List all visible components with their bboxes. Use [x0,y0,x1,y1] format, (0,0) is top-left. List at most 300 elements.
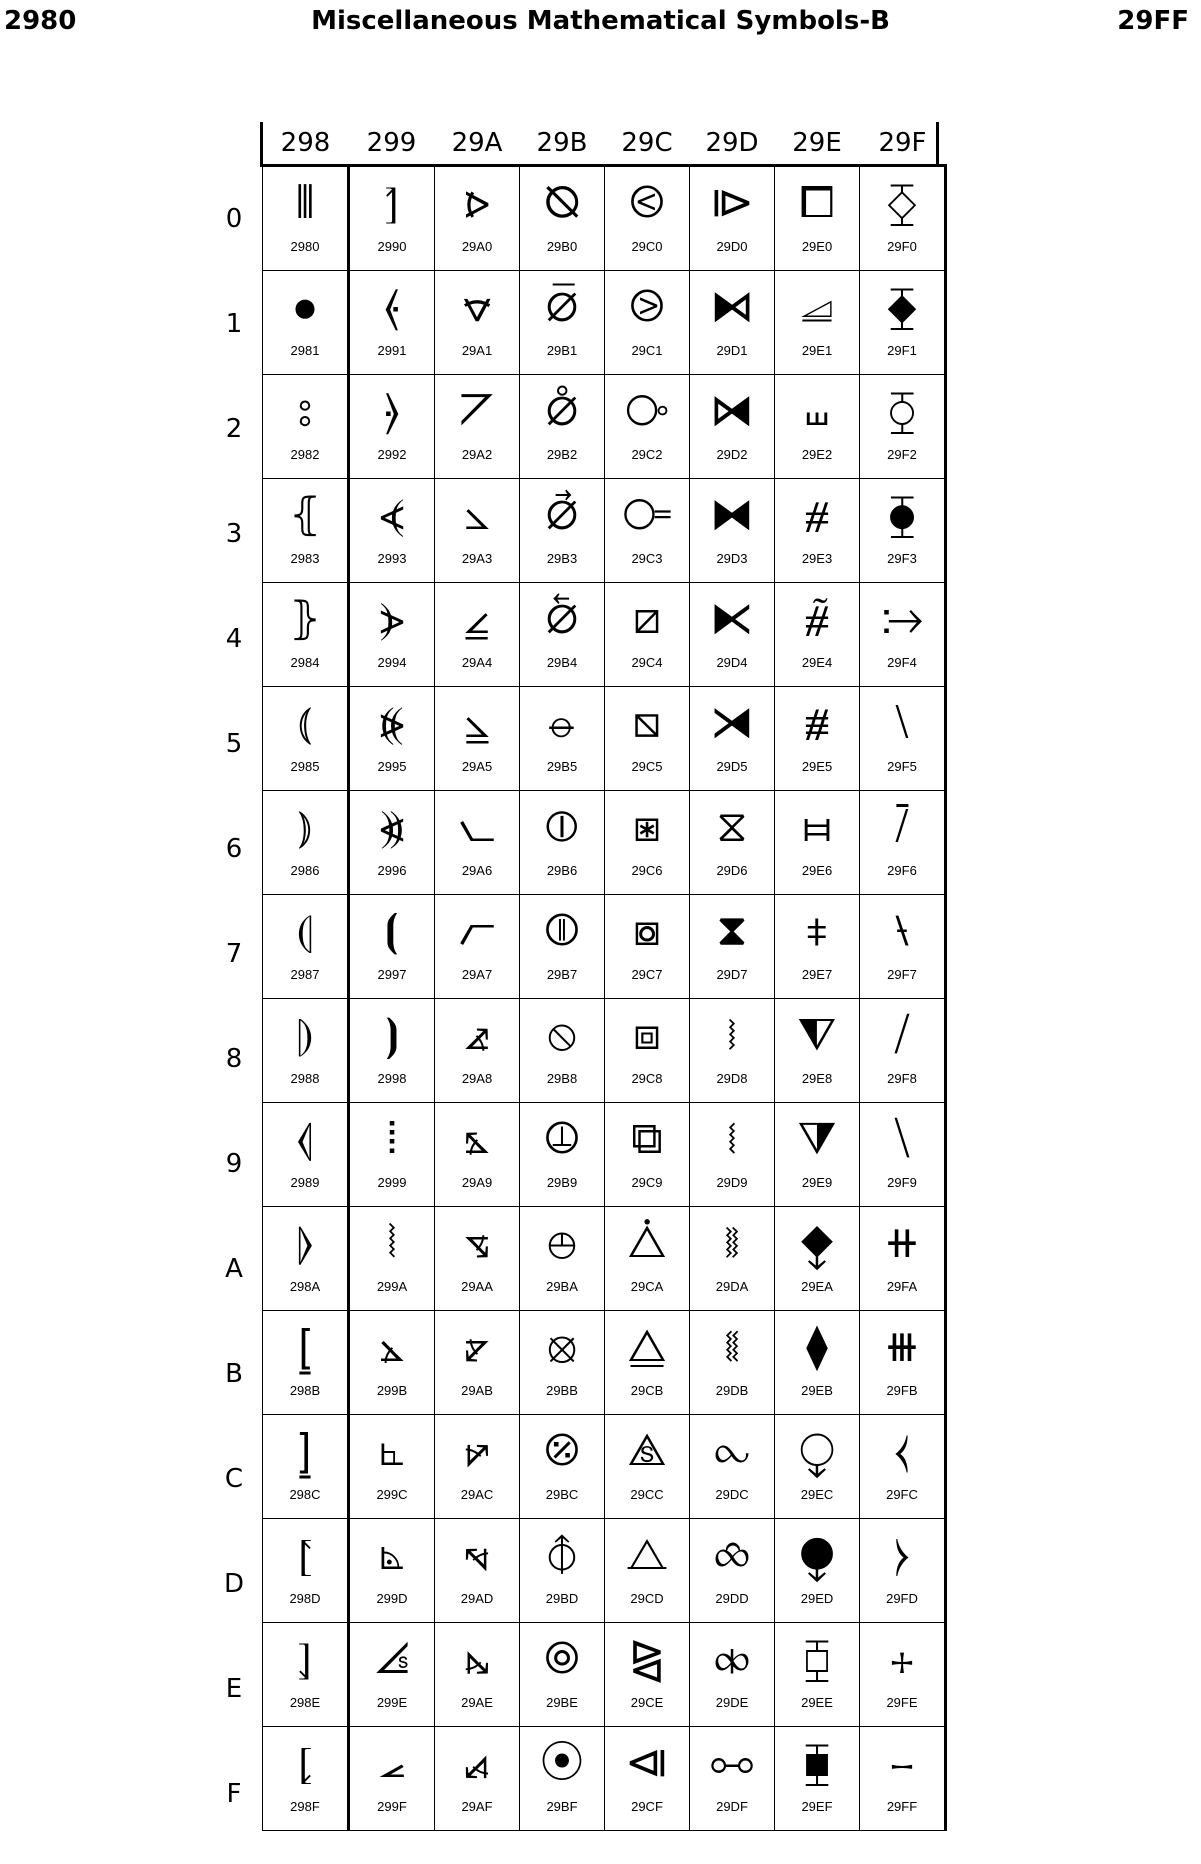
codepoint-label: 29F9 [887,1175,917,1190]
glyph-symbol: ⦬ [464,1425,490,1476]
codepoint-label: 29DC [715,1487,749,1502]
codepoint-label: 29CC [630,1487,664,1502]
glyph-symbol: ⧖ [716,801,748,852]
table-row [263,1103,946,1207]
glyph-symbol: ⦼ [544,1425,580,1476]
glyph-cell [349,479,435,583]
glyph-cell [520,1519,605,1623]
codepoint-label: 299C [376,1487,408,1502]
glyph-cell [349,1519,435,1623]
codepoint-label: 2997 [377,967,407,982]
codepoint-label: 29B8 [546,1071,578,1086]
table-row [263,1415,946,1519]
codepoint-label: 29AA [461,1279,493,1294]
row-header: E [225,1674,243,1704]
glyph-symbol: ⦞ [375,1633,409,1684]
glyph-cell [860,999,946,1103]
codepoint-label: 29D8 [716,1071,748,1086]
codepoint-label: 298F [290,1799,320,1814]
codepoint-label: 29DD [715,1591,749,1606]
table-row [263,999,946,1103]
glyph-symbol: ⧋ [627,1321,667,1372]
codepoint-label: 2994 [377,655,407,670]
glyph-symbol: ⦩ [464,1113,490,1164]
glyph-symbol: ⦯ [464,1737,490,1788]
row-header: 2 [225,414,243,444]
glyph-symbol: ⦑ [384,281,400,332]
glyph-symbol: ⦨ [464,1009,490,1060]
glyph-symbol: ⦳ [546,489,578,540]
glyph-symbol: ⧥ [804,697,830,748]
glyph-cell [263,687,349,791]
glyph-cell [435,687,520,791]
codepoint-label: 29D2 [716,447,748,462]
codepoint-label: 29A2 [461,447,493,462]
glyph-cell [605,1311,690,1415]
glyph-cell [690,1311,775,1415]
codepoint-label: 299D [376,1591,408,1606]
glyph-cell [263,791,349,895]
glyph-symbol: ⧰ [886,177,918,228]
glyph-symbol: ⧤ [804,593,830,644]
glyph-cell [605,1519,690,1623]
glyph-symbol: ⦁ [294,281,316,332]
row-header: A [225,1254,243,1284]
glyph-cell [690,166,775,271]
glyph-cell [263,271,349,375]
glyph-cell [435,895,520,999]
codepoint-label: 2999 [377,1175,407,1190]
row-header: D [223,1569,245,1599]
codepoint-label: 29F1 [887,343,917,358]
codepoint-label: 29C4 [631,655,663,670]
glyph-cell [775,1623,860,1727]
glyph-cell [349,1415,435,1519]
glyph-symbol: ⦷ [544,905,580,956]
glyph-cell [690,1623,775,1727]
glyph-cell [690,791,775,895]
glyph-symbol: ⧔ [710,593,754,644]
glyph-symbol: ⦍ [297,1529,313,1580]
glyph-symbol: ⦫ [464,1321,490,1372]
glyph-cell [690,1519,775,1623]
codepoint-label: 29E9 [801,1175,833,1190]
codepoint-label: 29FC [886,1487,918,1502]
glyph-cell [435,791,520,895]
glyph-cell [263,583,349,687]
glyph-symbol: ⧘ [727,1009,737,1060]
row-header: C [224,1464,244,1494]
glyph-cell [690,999,775,1103]
codepoint-label: 29B3 [546,551,578,566]
glyph-cell [775,791,860,895]
glyph-cell [860,1311,946,1415]
glyph-cell [349,375,435,479]
glyph-cell [860,1207,946,1311]
glyph-symbol: ⦴ [546,593,578,644]
codepoint-label: 29BC [545,1487,579,1502]
glyph-symbol: ⦣ [464,489,490,540]
glyph-symbol: ⦙ [387,1113,397,1164]
codepoint-label: 29F3 [887,551,917,566]
glyph-cell [520,1103,605,1207]
table-row [263,791,946,895]
codepoint-label: 29AF [461,1799,493,1814]
codepoint-label: 29E7 [801,967,833,982]
codepoint-label: 2993 [377,551,407,566]
table-row [263,583,946,687]
codepoint-label: 29FA [886,1279,918,1294]
glyph-cell [690,1103,775,1207]
glyph-symbol: ⧳ [888,489,916,540]
glyph-symbol: ⧶ [894,801,910,852]
glyph-symbol: ⧩ [797,1113,837,1164]
codepoint-label: 29E6 [801,863,833,878]
codepoint-label: 29B4 [546,655,578,670]
glyph-symbol: ⦂ [298,385,312,436]
glyph-symbol: ⧫ [806,1321,828,1372]
codepoint-label: 299A [376,1279,408,1294]
glyph-symbol: ⧧ [805,905,829,956]
glyph-cell [520,166,605,271]
glyph-symbol: ⦝ [379,1529,405,1580]
glyph-cell [263,999,349,1103]
glyph-symbol: ⧝ [714,1529,750,1580]
codepoint-label: 2981 [290,343,320,358]
glyph-cell [775,1519,860,1623]
glyph-symbol: ⦟ [378,1737,406,1788]
codepoint-label: 29E1 [801,343,833,358]
glyph-symbol: ⦲ [546,385,578,436]
glyph-cell [435,1207,520,1311]
codepoint-label: 29FD [886,1591,918,1606]
glyph-symbol: ⧑ [710,281,754,332]
codepoint-label: 29BF [546,1799,578,1814]
glyph-cell [520,479,605,583]
glyph-cell [435,999,520,1103]
codepoint-label: 29C3 [631,551,663,566]
glyph-cell [435,1519,520,1623]
table-row [263,375,946,479]
page-range-start: 2980 [4,6,77,36]
codepoint-label: 29F6 [887,863,917,878]
glyph-symbol: ⧽ [894,1529,910,1580]
glyph-cell [435,1311,520,1415]
glyph-symbol: ⧿ [891,1737,913,1788]
glyph-symbol: ⦃ [288,489,322,540]
codepoint-label: 29A6 [461,863,493,878]
glyph-cell [690,687,775,791]
table-row [263,895,946,999]
code-chart-body [263,166,946,1831]
glyph-cell [690,271,775,375]
column-header: 29D [690,122,775,166]
glyph-symbol: ⧦ [803,801,831,852]
glyph-cell [263,895,349,999]
codepoint-label: 29BA [546,1279,578,1294]
glyph-cell [349,1103,435,1207]
glyph-cell [520,999,605,1103]
glyph-cell [435,583,520,687]
glyph-symbol: ⦖ [379,801,405,852]
codepoint-label: 29DB [715,1383,749,1398]
glyph-symbol: ⦶ [546,801,578,852]
codepoint-label: 29A5 [461,759,493,774]
codepoint-label: 29D1 [716,343,748,358]
codepoint-label: 298C [289,1487,321,1502]
codepoint-label: 29FF [886,1799,918,1814]
codepoint-label: 29C8 [631,1071,663,1086]
glyph-symbol: ⧛ [724,1321,740,1372]
codepoint-label: 2983 [290,551,320,566]
glyph-symbol: ⧾ [891,1633,913,1684]
glyph-cell [520,375,605,479]
codepoint-label: 298D [289,1591,321,1606]
column-header: 29A [435,122,520,166]
glyph-symbol: ⦎ [297,1633,313,1684]
table-row [263,687,946,791]
column-header: 298 [263,122,349,166]
codepoint-label: 29A0 [461,239,493,254]
glyph-symbol: ⧕ [710,697,754,748]
glyph-cell [263,1727,349,1831]
codepoint-label: 29B1 [546,343,578,358]
glyph-cell [349,1207,435,1311]
codepoint-label: 29C0 [631,239,663,254]
codepoint-label: 29DA [715,1279,749,1294]
glyph-cell [605,1415,690,1519]
glyph-symbol: ⦢ [460,385,494,436]
codepoint-label: 29F5 [887,759,917,774]
codepoint-label: 298B [289,1383,321,1398]
table-row [263,1623,946,1727]
glyph-symbol: ⧻ [883,1321,921,1372]
page-title: Miscellaneous Mathematical Symbols-B [311,6,890,36]
codepoint-label: 29BE [546,1695,578,1710]
glyph-symbol: ⦺ [547,1217,577,1268]
glyph-cell [860,1415,946,1519]
glyph-cell [349,166,435,271]
codepoint-label: 29CE [630,1695,664,1710]
glyph-cell [435,1415,520,1519]
glyph-symbol: ⧨ [797,1009,837,1060]
glyph-symbol: ⧜ [714,1425,750,1476]
glyph-symbol: ⧣ [804,489,830,540]
glyph-symbol: ⧈ [633,1009,661,1060]
glyph-cell [435,375,520,479]
glyph-symbol: ⦔ [379,593,405,644]
glyph-symbol: ⦕ [379,697,405,748]
glyph-cell [690,583,775,687]
glyph-cell [435,1623,520,1727]
codepoint-label: 29CA [630,1279,664,1294]
glyph-cell [349,791,435,895]
glyph-symbol: ⦌ [298,1425,312,1476]
column-header: 29B [520,122,605,166]
glyph-cell [775,271,860,375]
row-header-column [214,167,254,1847]
codepoint-label: 29C9 [631,1175,663,1190]
glyph-cell [860,479,946,583]
glyph-cell [690,1207,775,1311]
glyph-symbol: ⦚ [387,1217,397,1268]
codepoint-label: 29B0 [546,239,578,254]
glyph-cell [435,1727,520,1831]
codepoint-label: 29EC [800,1487,834,1502]
codepoint-label: 29E4 [801,655,833,670]
glyph-cell [775,999,860,1103]
glyph-cell [690,895,775,999]
glyph-cell [775,1415,860,1519]
glyph-cell [605,895,690,999]
codepoint-label: 29AB [461,1383,493,1398]
glyph-symbol: ⧊ [627,1217,667,1268]
row-header: 5 [225,729,243,759]
glyph-cell [860,271,946,375]
codepoint-label: 298E [289,1695,321,1710]
glyph-symbol: ⦗ [384,905,400,956]
codepoint-label: 299B [376,1383,408,1398]
glyph-cell [775,1103,860,1207]
codepoint-label: 29A8 [461,1071,493,1086]
glyph-cell [605,1727,690,1831]
glyph-symbol: ⦘ [384,1009,400,1060]
table-row [263,479,946,583]
glyph-cell [263,479,349,583]
codepoint-label: 29E3 [801,551,833,566]
glyph-symbol: ⦊ [296,1217,314,1268]
glyph-cell [690,375,775,479]
glyph-cell [435,1103,520,1207]
glyph-symbol: ⦻ [547,1321,577,1372]
table-row [263,1519,946,1623]
glyph-symbol: ⦒ [384,385,400,436]
codepoint-label: 29BD [545,1591,579,1606]
glyph-cell [775,166,860,271]
glyph-cell [435,479,520,583]
glyph-symbol: ⧒ [710,385,754,436]
table-row [263,1311,946,1415]
glyph-cell [775,583,860,687]
glyph-cell [520,1415,605,1519]
glyph-symbol: ⦾ [544,1633,580,1684]
glyph-cell [349,1311,435,1415]
glyph-symbol: ⧙ [727,1113,737,1164]
glyph-symbol: ⦿ [540,1737,584,1788]
glyph-cell [605,271,690,375]
codepoint-label: 29B9 [546,1175,578,1190]
codepoint-label: 29E5 [801,759,833,774]
row-header: 9 [225,1149,243,1179]
codepoint-label: 29A9 [461,1175,493,1190]
codepoint-label: 29B5 [546,759,578,774]
glyph-symbol: ⧗ [716,905,748,956]
glyph-cell [349,1623,435,1727]
glyph-cell [520,1207,605,1311]
glyph-cell [775,1207,860,1311]
glyph-symbol: ⧭ [799,1529,835,1580]
glyph-cell [520,271,605,375]
row-header: 6 [225,834,243,864]
codepoint-label: 29CB [630,1383,664,1398]
glyph-cell [605,166,690,271]
codepoint-label: 29D6 [716,863,748,878]
codepoint-label: 29B2 [546,447,578,462]
codepoint-label: 2998 [377,1071,407,1086]
glyph-symbol: ⧼ [894,1425,910,1476]
glyph-symbol: ⧡ [799,281,835,332]
glyph-cell [520,895,605,999]
glyph-symbol: ⧬ [799,1425,835,1476]
glyph-cell [349,271,435,375]
glyph-symbol: ⦇ [296,905,314,956]
codepoint-label: 29FE [886,1695,918,1710]
codepoint-label: 2996 [377,863,407,878]
codepoint-label: 29F7 [887,967,917,982]
row-header: 0 [225,204,243,234]
glyph-symbol: ⦱ [546,281,578,332]
glyph-symbol: ⦉ [296,1113,314,1164]
glyph-cell [605,479,690,583]
codepoint-label: 29F4 [887,655,917,670]
codepoint-label: 29EE [801,1695,833,1710]
codepoint-label: 2987 [290,967,320,982]
glyph-cell [775,1311,860,1415]
glyph-symbol: ⦮ [464,1633,490,1684]
glyph-cell [605,1207,690,1311]
glyph-cell [520,583,605,687]
glyph-cell [349,583,435,687]
table-row [263,1727,946,1831]
codepoint-label: 29FB [886,1383,918,1398]
codepoint-label: 29E8 [801,1071,833,1086]
glyph-cell [349,1727,435,1831]
codepoint-label: 29A1 [461,343,493,358]
glyph-symbol: ⦠ [463,177,491,228]
codepoint-label: 29C5 [631,759,663,774]
codepoint-label: 29C2 [631,447,663,462]
glyph-cell [605,583,690,687]
glyph-symbol: ⧇ [633,905,661,956]
table-row [263,1207,946,1311]
glyph-symbol: ⧲ [888,385,916,436]
codepoint-label: 29D9 [716,1175,748,1190]
codepoint-label: 29AD [460,1591,494,1606]
glyph-cell [860,687,946,791]
codepoint-label: 29F2 [887,447,917,462]
glyph-cell [690,1415,775,1519]
glyph-cell [605,1103,690,1207]
glyph-symbol: ⦥ [464,697,490,748]
codepoint-label: 2995 [377,759,407,774]
glyph-cell [520,687,605,791]
glyph-cell [263,1311,349,1415]
glyph-cell [605,375,690,479]
glyph-cell [605,1623,690,1727]
glyph-symbol: ⧠ [799,177,835,228]
glyph-symbol: ⧏ [625,1737,669,1788]
row-header: B [225,1359,243,1389]
codepoint-label: 29CF [631,1799,663,1814]
codepoint-label: 2988 [290,1071,320,1086]
glyph-symbol: ⦽ [547,1529,577,1580]
row-header: F [226,1779,242,1809]
glyph-symbol: ⧵ [895,697,909,748]
glyph-cell [860,895,946,999]
glyph-symbol: ⧞ [714,1633,750,1684]
glyph-symbol: ⧉ [631,1113,663,1164]
glyph-cell [775,375,860,479]
